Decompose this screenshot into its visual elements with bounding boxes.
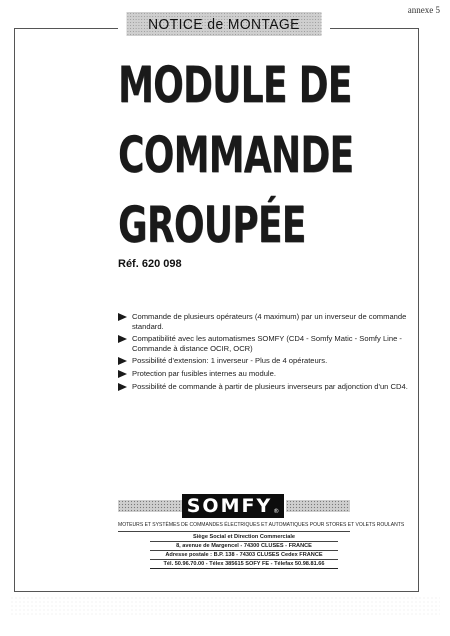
tagline-divider <box>118 531 350 532</box>
feature-item <box>118 382 418 392</box>
somfy-logo-bar <box>118 494 350 518</box>
feature-item <box>118 334 418 353</box>
arrow-bullet-icon <box>118 370 127 378</box>
title-line-3: GROUPÉE <box>118 196 306 254</box>
feature-text: Protection par fusibles internes au module. <box>132 368 276 378</box>
feature-item <box>118 312 418 331</box>
feature-item <box>118 356 418 366</box>
feature-item <box>118 369 418 379</box>
arrow-bullet-icon <box>118 335 127 343</box>
feature-text: Compatibilité avec les automatismes SOMFY (CD4 - Somfy Matic - Somfy Line - Commande à distance OCIR, OCR) <box>132 334 402 353</box>
feature-text: Possibilité d'extension: 1 inverseur - Plus de 4 opérateurs. <box>132 356 328 366</box>
address-line: Siège Social et Direction Commerciale <box>150 533 338 542</box>
arrow-bullet-icon <box>118 383 127 391</box>
feature-text: Commande de plusieurs opérateurs (4 maximum) par un inverseur de commande standard. <box>132 312 407 331</box>
address-line: 8, avenue de Margencel - 74300 CLUSES - FRANCE <box>150 542 338 551</box>
company-address <box>150 533 338 569</box>
logo-stripe-left <box>118 500 182 512</box>
title-line-2: COMMANDE <box>118 126 354 184</box>
feature-list <box>118 312 418 394</box>
logo-text: SOMFY <box>186 495 273 517</box>
company-tagline: MOTEURS ET SYSTÈMES DE COMMANDES ÉLECTRIQUES ET AUTOMATIQUES POUR STORES ET VOLETS ROULANTS <box>118 522 405 528</box>
title-line-1: MODULE DE <box>118 56 352 114</box>
product-reference: Réf. 620 098 <box>118 258 182 270</box>
arrow-bullet-icon <box>118 313 127 321</box>
somfy-logo <box>182 494 284 518</box>
arrow-bullet-icon <box>118 357 127 365</box>
feature-text: Possibilité de commande à partir de plusieurs inverseurs par adjonction d'un CD4. <box>132 381 408 391</box>
address-line: Tél. 50.96.70.00 - Télex 385615 SOFY FE - Télefax 50.98.81.66 <box>150 560 338 569</box>
annex-label: annexe 5 <box>407 5 440 15</box>
scan-noise <box>10 596 440 616</box>
product-title <box>118 56 418 270</box>
logo-stripe-right <box>286 500 350 512</box>
address-line: Adresse postale : B.P. 138 - 74303 CLUSES Cedex FRANCE <box>150 551 338 560</box>
registered-mark: ® <box>273 508 280 515</box>
notice-header: NOTICE de MONTAGE <box>126 12 321 36</box>
